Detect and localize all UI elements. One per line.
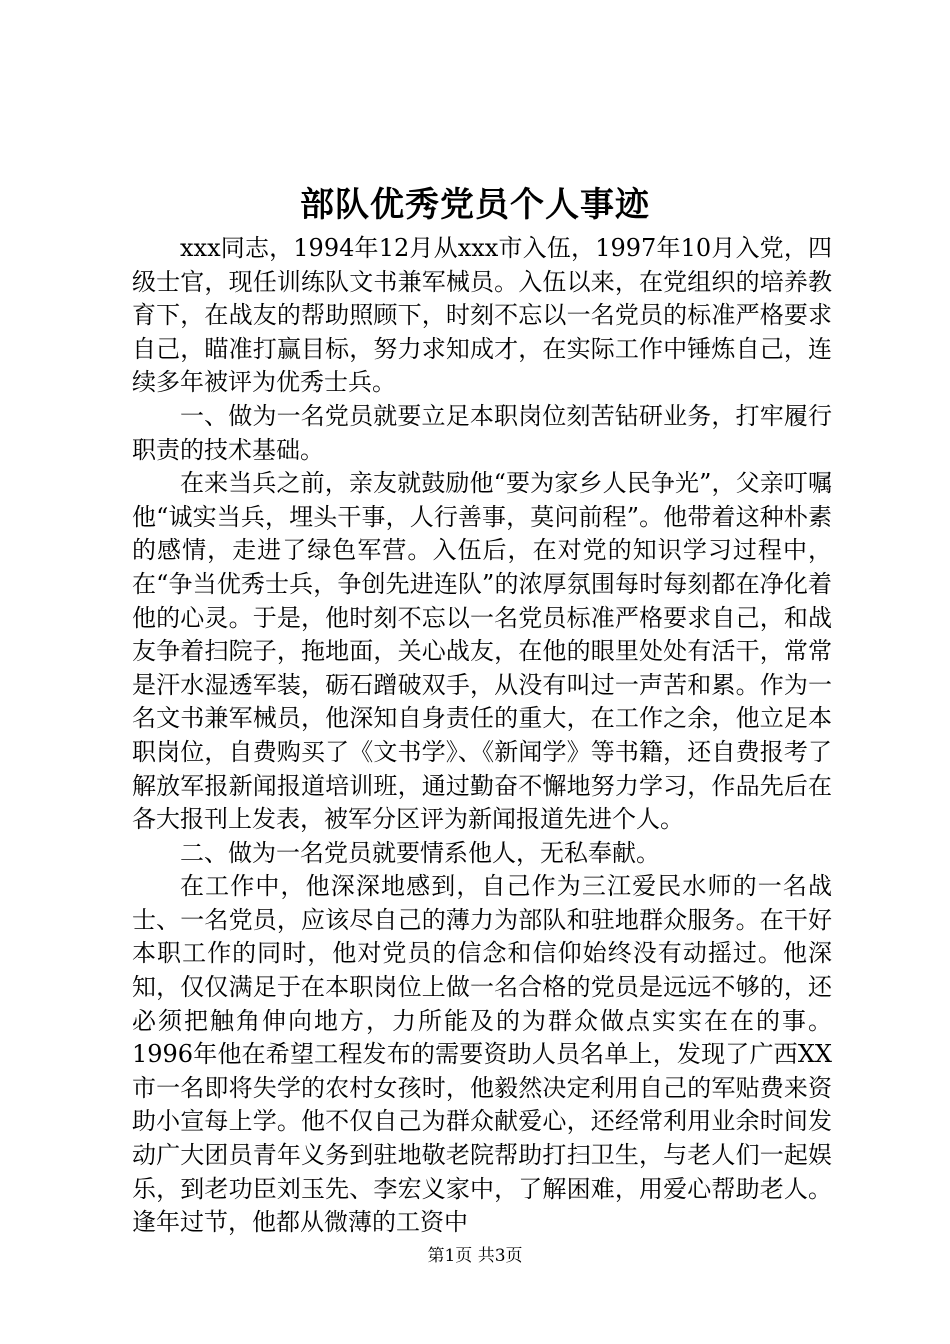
document-body	[132, 232, 832, 1240]
page-total: 共3页	[477, 1246, 523, 1266]
document-title: 部队优秀党员个人事迹	[300, 185, 650, 225]
page-number: 第1页	[427, 1246, 473, 1266]
paragraph-heading-two: 二、做为一名党员就要情系他人，无私奉献。	[180, 838, 660, 867]
paragraph-heading-one: 一、做为一名党员就要立足本职岗位刻苦钻研业务，打牢履行职责的技术基础。	[132, 401, 832, 464]
page-footer	[0, 1244, 950, 1268]
paragraph-section-two: 在工作中，他深深地感到，自己作为三江爱民水师的一名战士、一名党员，应该尽自己的薄力为部队和驻地群众服务。在干好本职工作的同时，他对党员的信念和信仰始终没有动摇过。他深知，仅仅满足于在本职岗位上做一名合格的党员是远远不够的，还必须把触角伸向地方，力所能及的为群众做点实实在在的事。1996年他在希望工程发布的需要资助人员名单上，发现了广西XX市一名即将失学的农村女孩时，他毅然决定利用自己的军贴费来资助小宣每上学。他不仅自己为群众献爱心，还经常利用业余时间发动广大团员青年义务到驻地敬老院帮助打扫卫生，与老人们一起娱乐，到老功臣刘玉先、李宏义家中，了解困难，用爱心帮助老人。逢年过节，他都从微薄的工资中	[132, 872, 832, 1237]
paragraph-intro: xxx同志，1994年12月从xxx市入伍，1997年10月入党，四级士官，现任训练队文书兼军械员。入伍以来，在党组织的培养教育下，在战友的帮助照顾下，时刻不忘以一名党员的标准严格要求自己，瞄准打赢目标，努力求知成才，在实际工作中锤炼自己，连续多年被评为优秀士兵。	[132, 234, 832, 397]
paragraph-section-one: 在来当兵之前，亲友就鼓励他“要为家乡人民争光”，父亲叮嘱他“诚实当兵，埋头干事，人行善事，莫问前程”。他带着这种朴素的感情，走进了绿色军营。入伍后，在对党的知识学习过程中，在“争当优秀士兵，争创先进连队”的浓厚氛围每时每刻都在净化着他的心灵。于是，他时刻不忘以一名党员标准严格要求自己，和战友争着扫院子，拖地面，关心战友，在他的眼里处处有活干，常常是汗水湿透军装，砺石蹭破双手，从没有叫过一声苦和累。作为一名文书兼军械员，他深知自身责任的重大，在工作之余，他立足本职岗位，自费购买了《文书学》、《新闻学》等书籍，还自费报考了解放军报新闻报道培训班，通过勤奋不懈地努力学习，作品先后在各大报刊上发表，被军分区评为新闻报道先进个人。	[132, 469, 832, 834]
